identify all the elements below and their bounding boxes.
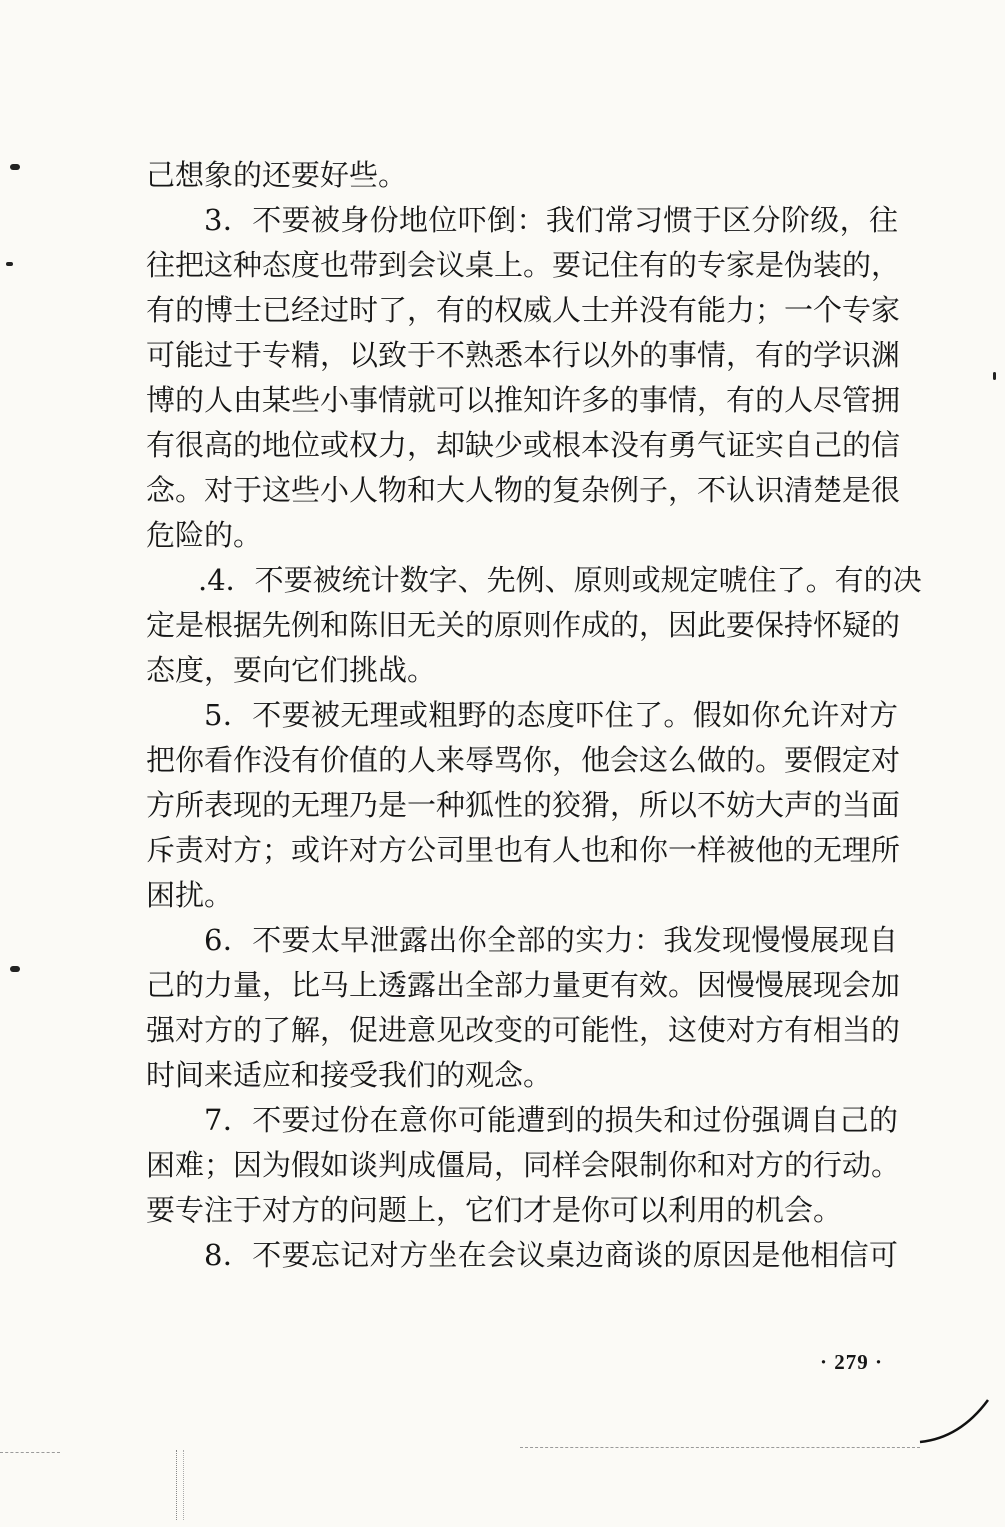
text-line: 8．不要忘记对方坐在会议桌边商谈的原因是他相信可 [204,1238,898,1272]
punch-mark [10,164,20,170]
text-line: 危险的。 [146,518,263,552]
scan-edge-line [0,1452,60,1453]
scan-edge-line [520,1447,920,1448]
text-line: 可能过于专精，以致于不熟悉本行以外的事情，有的学识渊 [146,338,901,372]
text-line: 己的力量，比马上透露出全部力量更有效。因慢慢展现会加 [146,968,901,1002]
text-line: 困扰。 [146,878,234,912]
text-line: 7．不要过份在意你可能遭到的损失和过份强调自己的 [204,1103,898,1137]
text-line: 要专注于对方的问题上，它们才是你可以利用的机会。 [146,1193,843,1227]
text-line: 定是根据先例和陈旧无关的原则作成的，因此要保持怀疑的 [146,608,901,642]
text-line: 把你看作没有价值的人来辱骂你，他会这么做的。要假定对 [146,743,901,777]
text-line: 己想象的还要好些。 [146,158,408,192]
text-line: 强对方的了解，促进意见改变的可能性，这使对方有相当的 [146,1013,901,1047]
text-line: 3．不要被身份地位吓倒：我们常习惯于区分阶级，往 [204,203,898,237]
text-line: .4．不要被统计数字、先例、原则或规定唬住了。有的决 [198,563,922,597]
text-line: 博的人由某些小事情就可以推知许多的事情，有的人尽管拥 [146,383,901,417]
text-line: 往把这种态度也带到会议桌上。要记住有的专家是伪装的， [146,248,901,282]
text-line: 斥责对方；或许对方公司里也有人也和你一样被他的无理所 [146,833,901,867]
text-line: 有很高的地位或权力，却缺少或根本没有勇气证实自己的信 [146,428,901,462]
binding-edge [176,1450,184,1520]
page-number: · 279 · [820,1350,884,1374]
text-line: 有的博士已经过时了，有的权威人士并没有能力；一个专家 [146,293,901,327]
page-curl-mark [900,1390,990,1450]
text-line: 5．不要被无理或粗野的态度吓住了。假如你允许对方 [204,698,898,732]
text-line: 时间来适应和接受我们的观念。 [146,1058,553,1092]
text-line: 方所表现的无理乃是一种狐性的狡猾，所以不妨大声的当面 [146,788,901,822]
text-line: 6．不要太早泄露出你全部的实力：我发现慢慢展现自 [204,923,898,957]
text-line: 困难；因为假如谈判成僵局，同样会限制你和对方的行动。 [146,1148,901,1182]
punch-mark [10,966,20,972]
punch-mark [993,372,996,380]
text-line: 态度，要向它们挑战。 [146,653,437,687]
body-text [146,153,922,1278]
text-line: 念。对于这些小人物和大人物的复杂例子，不认识清楚是很 [146,473,901,507]
punch-mark [6,262,13,266]
